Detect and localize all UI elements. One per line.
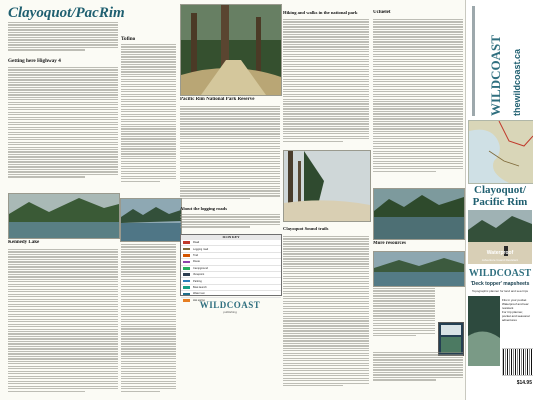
cover-subtitle: Waterproof	[486, 250, 514, 256]
cover-panel	[465, 0, 533, 400]
photo-lake	[373, 188, 465, 240]
legend-row-trail: Trail	[181, 253, 281, 259]
book-thumbnail	[438, 322, 464, 356]
photo-longbeach	[283, 150, 371, 222]
cover-slogan-sub: Topographic planner for land and sea trips	[471, 289, 529, 293]
photo-bay	[120, 198, 182, 242]
cover-map-graphic	[469, 121, 533, 183]
wildcoast-logo-mid-text: WILDCOAST	[199, 300, 261, 310]
legend-row-water-taxi: Water taxi	[181, 291, 281, 297]
legend-row-campground: Campground	[181, 266, 281, 272]
icon-key-title: ICON KEY	[181, 235, 281, 240]
feature-2: Waterproof and tear resistant	[502, 302, 529, 310]
cover-features	[502, 298, 532, 322]
ucluelet-text	[373, 19, 463, 184]
legend-row-hot-spring: Hot spring	[181, 298, 281, 303]
photo-rainforest-trail	[180, 4, 282, 96]
more-resources-text-2	[373, 352, 463, 396]
getting-here-text	[8, 67, 118, 189]
legend-row-parking: Parking	[181, 278, 281, 284]
kennedy-lake-text	[8, 249, 118, 397]
page-title	[8, 4, 188, 24]
legend-row-logging-road: Logging road	[181, 246, 281, 252]
icon-key-table	[180, 234, 282, 302]
tofino-text	[121, 44, 176, 194]
pacific-rim-text	[180, 106, 280, 204]
heading-getting-here: Getting here Highway 4	[8, 58, 61, 64]
feature-1: Fits in your pocket	[502, 298, 527, 302]
longbeach-graphic	[284, 151, 370, 221]
feature-3: For trip planner, pocket and seasonal adventures	[502, 310, 530, 322]
photo-kennedy-lake	[8, 193, 120, 239]
hiking-text	[283, 19, 369, 147]
cover-price: $14.95	[516, 380, 532, 386]
cover-url-vertical: thewildcoast.ca	[512, 48, 522, 116]
cover-title: Clayoquot/ Pacific Rim	[472, 184, 528, 208]
cover-wildcoast-vertical: WILDCOAST	[488, 35, 503, 116]
cover-features-vertical	[470, 6, 484, 116]
cover-brand: WILDCOAST	[468, 268, 532, 279]
cover-map-thumbnail	[468, 120, 533, 184]
cover-bottom-image	[468, 296, 500, 366]
cover-slogan: 'Deck topper' mapsheets	[470, 281, 530, 287]
wildcoast-logo-mid	[195, 300, 265, 320]
cover-photo	[468, 210, 532, 264]
heading-pacific-rim: Pacific Rim National Park Reserve	[180, 97, 255, 102]
legend-row-road: Road	[181, 240, 281, 246]
heading-clayoquot-trails: Clayoquot Sound trails	[283, 226, 329, 231]
heading-more-resources: More resources	[373, 241, 406, 246]
rainforest-graphic	[181, 5, 281, 95]
cover-bottom-graphic	[468, 296, 500, 366]
kennedy-lake-graphic	[9, 194, 119, 238]
resources-graphic	[374, 252, 464, 286]
heading-kennedy-lake: Kennedy Lake	[8, 240, 40, 245]
cover-top-band	[466, 0, 533, 118]
intro-text-block	[8, 22, 118, 58]
legend-row-route: Route	[181, 259, 281, 265]
legend-row-viewpoint: Viewpoint	[181, 272, 281, 278]
heading-ucluelet: Ucluelet	[373, 10, 391, 15]
logging-roads-text	[180, 214, 280, 232]
photo-resources	[373, 251, 465, 287]
heading-logging-roads: About the logging roads	[180, 206, 228, 211]
lake-graphic	[374, 189, 464, 239]
cover-series: Adventure Guard Resistant	[481, 258, 519, 262]
more-resources-text	[373, 288, 435, 348]
tofino-text-lower	[121, 244, 176, 396]
legend-row-boat-launch: Boat launch	[181, 285, 281, 291]
cover-main	[466, 118, 533, 400]
title-text: Clayoquot/PacRim	[8, 5, 125, 21]
heading-hiking: Hiking and walks in the national park	[283, 10, 358, 15]
clayoquot-trails-text	[283, 236, 369, 396]
bay-graphic	[121, 199, 181, 241]
heading-tofino: Tofino	[121, 36, 136, 42]
wildcoast-logo-mid-sub: publishing	[223, 310, 237, 314]
barcode	[502, 348, 533, 376]
